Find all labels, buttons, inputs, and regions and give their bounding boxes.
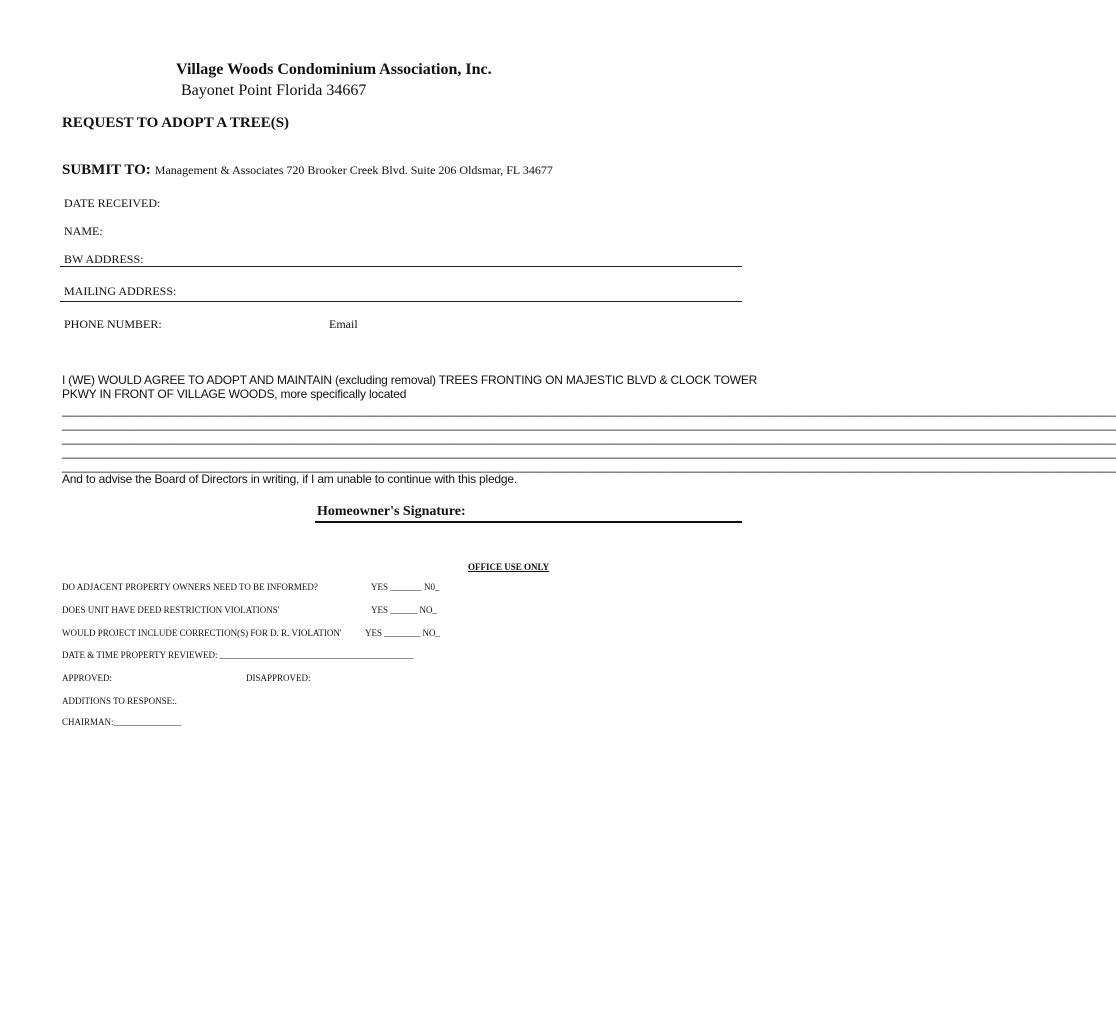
name-label: NAME: (64, 224, 103, 238)
chairman-label: CHAIRMAN:_______________ (62, 717, 182, 727)
disapproved-label: DISAPPROVED: (246, 673, 311, 683)
form-title: REQUEST TO ADOPT A TREE(S) (62, 115, 290, 131)
submit-label: SUBMIT TO: (62, 162, 151, 178)
mailing-address-line (60, 301, 742, 302)
office-q1: DO ADJACENT PROPERTY OWNERS NEED TO BE INFORMED? (62, 582, 318, 592)
blank-line: ______________________________________________________________________________________________________________________________________________________________ (62, 445, 1116, 459)
agreement-line-2: PKWY IN FRONT OF VILLAGE WOODS, more specifically located (62, 387, 407, 401)
org-location: Bayonet Point Florida 34667 (181, 82, 367, 99)
office-q2-answer: YES ______ NO_ (371, 605, 438, 615)
office-q3-answer: YES ________ NO_ (365, 628, 441, 638)
office-q3: WOULD PROJECT INCLUDE CORRECTION(S) FOR D. R. VIOLATION' (62, 628, 342, 638)
mailing-address-label: MAILING ADDRESS: (64, 284, 177, 298)
submit-to (62, 161, 553, 179)
approved-label: APPROVED: (62, 673, 113, 683)
blank-lines (62, 403, 1116, 473)
phone-number-label: PHONE NUMBER: (64, 317, 162, 331)
additions-label: ADDITIONS TO RESPONSE:. (62, 696, 177, 706)
date-reviewed: DATE & TIME PROPERTY REVIEWED: ___________________________________________ (62, 650, 414, 660)
submit-address: Management & Associates 720 Brooker Creek Blvd. Suite 206 Oldsmar, FL 34677 (154, 163, 553, 177)
date-received-label: DATE RECEIVED: (64, 196, 161, 210)
pledge-text: And to advise the Board of Directors in writing, if I am unable to continue with this pledge. (62, 472, 517, 486)
signature-label: Homeowner's Signature: (317, 504, 466, 519)
office-q1-answer: YES _______ N0_ (371, 582, 440, 592)
office-use-heading: OFFICE USE ONLY (468, 562, 550, 572)
blank-line: ______________________________________________________________________________________________________________________________________________________________ (62, 459, 1116, 473)
org-name: Village Woods Condominium Association, Inc. (176, 61, 492, 78)
agreement-line-1: I (WE) WOULD AGREE TO ADOPT AND MAINTAIN (excluding removal) TREES FRONTING ON MAJESTIC BLVD & CLOCK TOWER (62, 373, 758, 387)
blank-line: ______________________________________________________________________________________________________________________________________________________________ (62, 431, 1116, 445)
bw-address-label: BW ADDRESS: (64, 252, 144, 266)
bw-address-line (60, 266, 742, 267)
email-label: Email (329, 317, 358, 331)
blank-line: ______________________________________________________________________________________________________________________________________________________________ (62, 417, 1116, 431)
blank-line: ______________________________________________________________________________________________________________________________________________________________ (62, 403, 1116, 417)
signature-line (315, 521, 742, 523)
office-q2: DOES UNIT HAVE DEED RESTRICTION VIOLATIONS' (62, 605, 280, 615)
